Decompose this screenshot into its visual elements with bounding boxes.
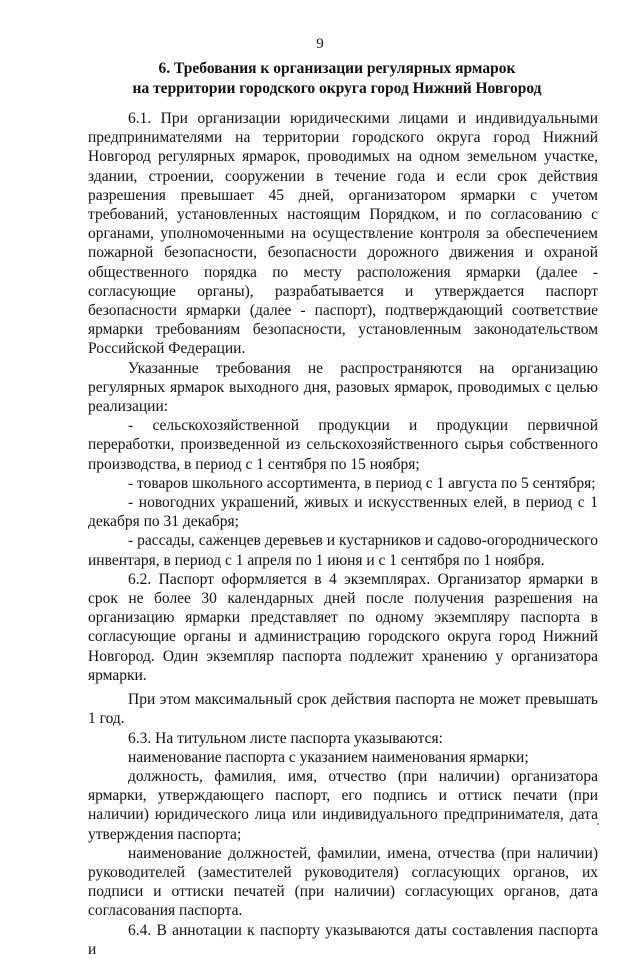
- section-heading: [82, 59, 592, 99]
- paragraph-6-2: 6.2. Паспорт оформляется в 4 экземплярах. Организатор ярмарки в срок не более 30 календарных дней после получения разрешения на организацию ярмарки представляет по одному экземпляру паспорта в согласующие органы и администрацию городского округа город Нижний Новгород. Один экземпляр паспорта подлежит хранению у организатора ярмарки.: [88, 570, 598, 684]
- scan-speck: [597, 823, 599, 825]
- page-number: 9: [316, 36, 324, 52]
- paragraph-title-approvers: наименование должностей, фамилии, имена, отчества (при наличии) руководителей (заместителей руководителя) согласующих органов, их подписи и оттиски печатей (при наличии) согласующих органов, дата согласования паспорта.: [88, 844, 598, 920]
- section-heading-line-1: 6. Требования к организации регулярных ярмарок: [158, 60, 516, 77]
- paragraph-max-term: При этом максимальный срок действия паспорта не может превышать 1 год.: [88, 691, 598, 728]
- paragraph-title-organizer: должность, фамилия, имя, отчество (при наличии) организатора ярмарки, утверждающего паспорт, его подпись и оттиск печати (при наличии) юридического лица или индивидуального предпринимателя, дата утверждения паспорта;: [88, 767, 598, 843]
- list-item-school-goods: - товаров школьного ассортимента, в период с 1 августа по 5 сентября;: [128, 474, 596, 492]
- paragraph-6-3: 6.3. На титульном листе паспорта указываются:: [128, 729, 443, 747]
- paragraph-title-name: наименование паспорта с указанием наименования ярмарки;: [128, 748, 529, 766]
- list-item-agricultural: - сельскохозяйственной продукции и продукции первичной переработки, произведенной из сельскохозяйственного сырья собственного производства, в период с 1 сентября по 15 ноября;: [88, 417, 598, 473]
- list-item-seedlings: - рассады, саженцев деревьев и кустарников и садово-огороднического инвентаря, в период с 1 апреля по 1 июня и с 1 сентября по 1 ноября.: [88, 532, 598, 569]
- paragraph-6-4: 6.4. В аннотации к паспорту указываются даты составления паспорта и: [88, 921, 598, 958]
- document-body: [88, 109, 598, 959]
- paragraph-exceptions-intro: Указанные требования не распространяются на организацию регулярных ярмарок выходного дня, разовых ярмарок, проводимых с целью реализации:: [88, 359, 598, 416]
- section-heading-line-2: на территории городского округа город Нижний Новгород: [132, 80, 542, 97]
- list-item-new-year: - новогодних украшений, живых и искусственных елей, в период с 1 декабря по 31 декабря;: [88, 494, 598, 531]
- paragraph-6-1: 6.1. При организации юридическими лицами и индивидуальными предпринимателями на территории городского округа город Нижний Новгород регулярных ярмарок, проводимых на одном земельном участке, здании, строении, сооружении в течение года и если срок действия разрешения превышает 45 дней, организатором ярмарки с учетом требований, установленных настоящим Порядком, и по согласованию с органами, уполномоченными на осуществление контроля за обеспечением пожарной безопасности, безопасности дорожного движения и охраной общественного порядка по месту расположения ярмарки (далее - согласующие органы), разрабатывается и утверждается паспорт безопасности ярмарки (далее - паспорт), подтверждающий соответствие ярмарки требованиям безопасности, установленным законодательством Российской Федерации.: [88, 110, 598, 358]
